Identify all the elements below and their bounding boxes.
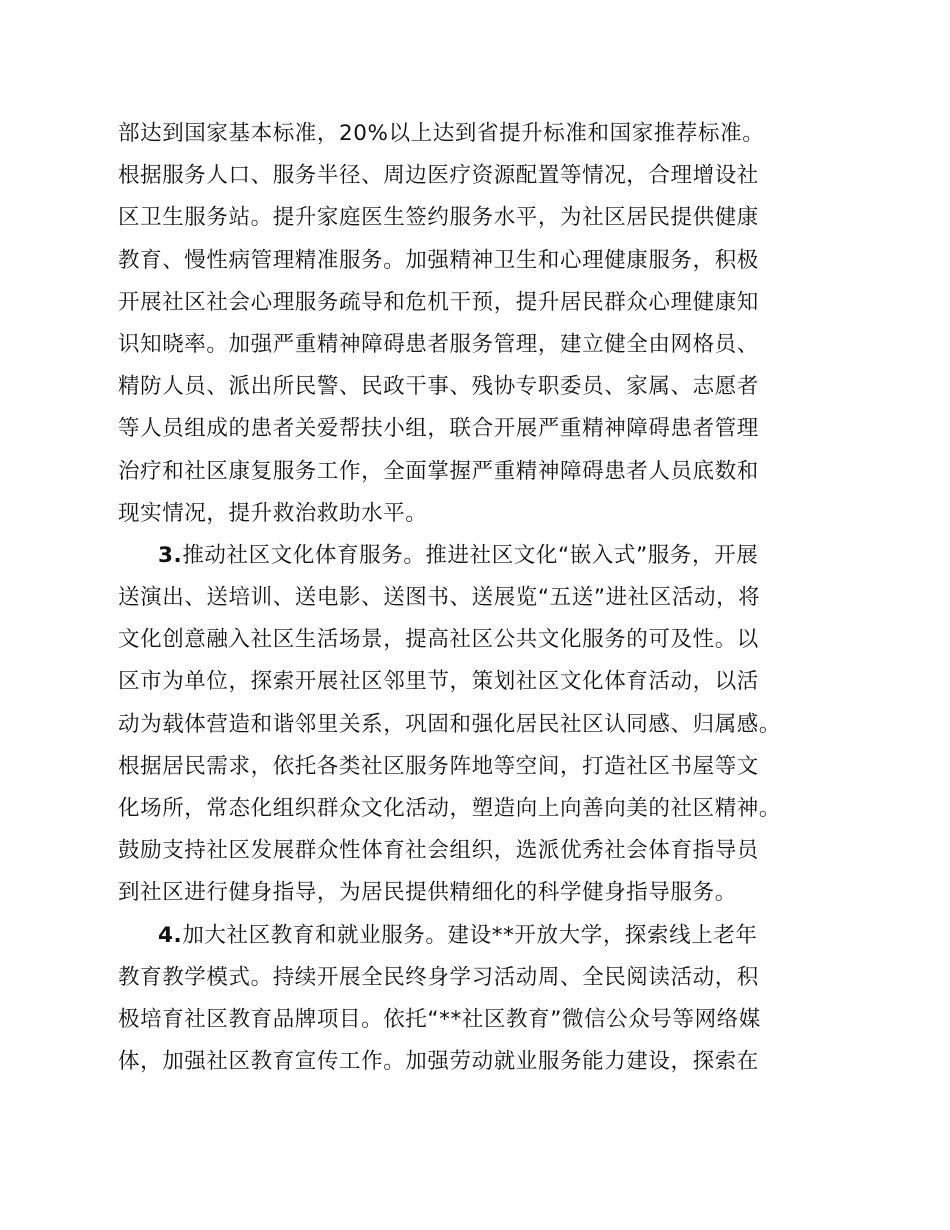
text-line-1: 部达到国家基本标准，20%以上达到省提升标准和国家推荐标准。 <box>118 121 765 146</box>
text-line-6: 识知晓率。加强严重精神障碍患者服务管理，建立健全由网格员、 <box>118 331 759 357</box>
section-3-number: 3. <box>158 542 183 568</box>
section-3-line-2: 文化创意融入社区生活场景，提高社区公共文化服务的可及性。以 <box>118 627 759 653</box>
section-3-line-8: 到社区进行健身指导，为居民提供精细化的科学健身指导服务。 <box>118 880 737 906</box>
section-3-line-5: 根据居民需求，依托各类社区服务阵地等空间，打造社区书屋等文 <box>118 753 759 779</box>
text-line-10: 现实情况，提升救治救助水平。 <box>118 500 428 526</box>
section-4-heading-line <box>118 915 858 957</box>
text-line-5: 开展社区社会心理服务疏导和危机干预，提升居民群众心理健康知 <box>118 289 759 315</box>
section-3-line-1: 送演出、送培训、送电影、送图书、送展览“五送”进社区活动，将 <box>118 585 761 611</box>
section-3-heading-line <box>118 535 858 577</box>
document-body <box>118 113 858 1083</box>
section-4-number: 4. <box>158 922 183 948</box>
section-3-line-6: 化场所，常态化组织群众文化活动，塑造向上向善向美的社区精神。 <box>118 796 782 821</box>
section-3-first-line: 推动社区文化体育服务。推进社区文化“嵌入式”服务，开展 <box>182 542 759 568</box>
text-line-9: 治疗和社区康复服务工作，全面掌握严重精神障碍患者人员底数和 <box>118 458 759 484</box>
section-4-line-3: 体，加强社区教育宣传工作。加强劳动就业服务能力建设，探索在 <box>118 1049 759 1075</box>
section-3-line-3: 区市为单位，探索开展社区邻里节，策划社区文化体育活动，以活 <box>118 669 759 695</box>
section-3-line-4: 动为载体营造和谐邻里关系，巩固和强化居民社区认同感、归属感。 <box>118 711 782 737</box>
text-line-7: 精防人员、派出所民警、民政干事、残协专职委员、家属、志愿者 <box>118 374 759 400</box>
section-3-line-7: 鼓励支持社区发展群众性体育社会组织，选派优秀社会体育指导员 <box>118 838 759 864</box>
text-line-8: 等人员组成的患者关爱帮扶小组，联合开展严重精神障碍患者管理 <box>118 416 759 442</box>
text-line-2: 根据服务人口、服务半径、周边医疗资源配置等情况，合理增设社 <box>118 163 759 189</box>
section-4-line-1: 教育教学模式。持续开展全民终身学习活动周、全民阅读活动，积 <box>118 964 759 990</box>
section-4-first-line: 加大社区教育和就业服务。建设**开放大学，探索线上老年 <box>182 922 758 948</box>
section-4-line-2: 极培育社区教育品牌项目。依托“**社区教育”微信公众号等网络媒 <box>118 1006 761 1032</box>
text-line-3: 区卫生服务站。提升家庭医生签约服务水平，为社区居民提供健康 <box>118 205 759 231</box>
text-line-4: 教育、慢性病管理精准服务。加强精神卫生和心理健康服务，积极 <box>118 247 759 273</box>
